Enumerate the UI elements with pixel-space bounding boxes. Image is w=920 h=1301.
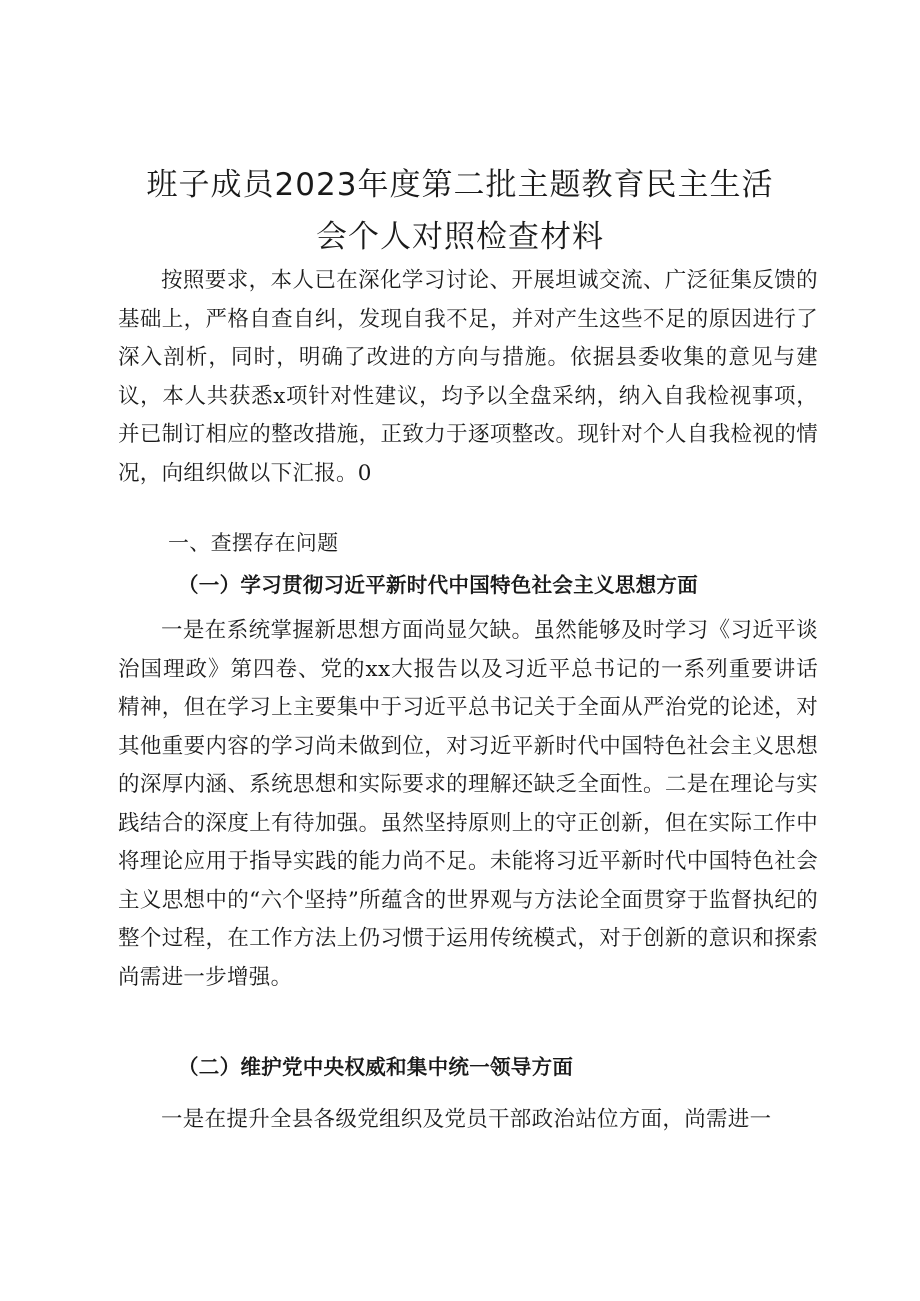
authority-paragraph: 一是在提升全县各级党组织及党员干部政治站位方面，尚需进一	[161, 1107, 772, 1132]
document-title-line-1: 班子成员2023年度第二批主题教育民主生活	[146, 167, 774, 203]
section-heading-problems: 一、查摆存在问题	[168, 531, 339, 555]
study-paragraph: 一是在系统掌握新思想方面尚显欠缺。虽然能够及时学习《习近平谈治国理政》第四卷、党的xx大报告以及习近平总书记的一系列重要讲话精神，但在学习上主要集中于习近平总书记关于全面从严治党的论述，对其他重要内容的学习尚未做到位，对习近平新时代中国特色社会主义思想的深厚内涵、系统思想和实际要求的理解还缺乏全面性。二是在理论与实践结合的深度上有待加强。虽然坚持原则上的守正创新，但在实际工作中将理论应用于指导实践的能力尚不足。未能将习近平新时代中国特色社会主义思想中的“六个坚持”所蕴含的世界观与方法论全面贯穿于监督执纪的整个过程，在工作方法上仍习惯于运用传统模式，对于创新的意识和探索尚需进一步增强。	[118, 618, 818, 990]
document-title-line-2: 会个人对照检查材料	[316, 219, 604, 255]
subsection-heading-study: （一）学习贯彻习近平新时代中国特色社会主义思想方面	[178, 573, 698, 597]
intro-paragraph: 按照要求，本人已在深化学习讨论、开展坦诚交流、广泛征集反馈的基础上，严格自查自纠，发现自我不足，并对产生这些不足的原因进行了深入剖析，同时，明确了改进的方向与措施。依据县委收集的意见与建议，本人共获悉x项针对性建议，均予以全盘采纳，纳入自我检视事项，并已制订相应的整改措施，正致力于逐项整改。现针对个人自我检视的情况，向组织做以下汇报。0	[118, 268, 818, 486]
subsection-heading-authority: （二）维护党中央权威和集中统一领导方面	[178, 1055, 574, 1079]
